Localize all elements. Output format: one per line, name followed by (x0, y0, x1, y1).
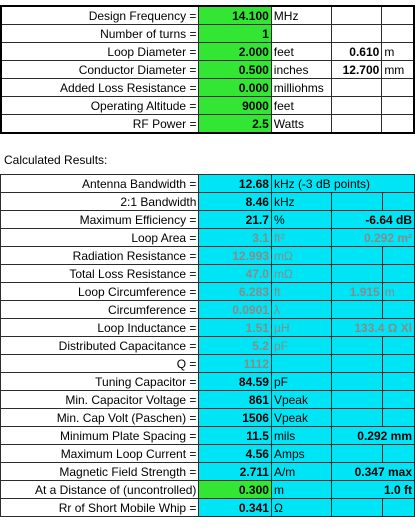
result-alt-value (332, 193, 382, 211)
result-alt-value: 0.347 max (332, 463, 415, 481)
result-unit: Amps (271, 445, 331, 463)
result-row-min-capacitor-voltage (1, 391, 415, 409)
result-alt-value: 133.4 Ω Xl (332, 319, 415, 337)
result-value: 3.1 (199, 229, 272, 247)
result-row-minimum-plate-spacing (1, 427, 415, 445)
input-alt-value: 0.610 (332, 43, 382, 61)
result-alt-value (332, 301, 382, 319)
result-alt-value (332, 499, 382, 517)
input-alt-unit (382, 6, 414, 25)
result-alt-value (332, 373, 382, 391)
input-row-loop-diameter (1, 43, 414, 61)
result-unit: Ω (271, 499, 331, 517)
result-unit: ft (271, 283, 331, 301)
result-label: Rr of Short Mobile Whip = (1, 499, 199, 517)
input-unit: MHz (271, 6, 331, 25)
input-alt-value: 12.700 (332, 61, 382, 79)
result-value: 2.711 (199, 463, 272, 481)
input-unit (271, 25, 331, 43)
result-unit: A/m (271, 463, 331, 481)
result-label: Minimum Plate Spacing = (1, 427, 199, 445)
input-table (0, 5, 415, 134)
result-alt-unit (382, 337, 414, 355)
result-row-circumference-wavelength (1, 301, 415, 319)
input-alt-value (332, 25, 382, 43)
input-row-design-frequency (1, 6, 414, 25)
input-alt-value (332, 79, 382, 97)
input-label: Loop Diameter = (1, 43, 199, 61)
input-label: Conductor Diameter = (1, 61, 199, 79)
design-frequency-input[interactable]: 14.100 (199, 6, 271, 25)
results-table (0, 174, 415, 517)
result-alt-unit (382, 355, 414, 373)
result-alt-unit (382, 409, 414, 427)
input-row-number-of-turns (1, 25, 414, 43)
input-label: Design Frequency = (1, 6, 199, 25)
result-value: 21.7 (199, 211, 272, 229)
result-alt-unit (382, 265, 414, 283)
result-value: 4.56 (199, 445, 272, 463)
input-alt-value (332, 97, 382, 115)
input-alt-unit: m (382, 43, 414, 61)
input-alt-unit (382, 115, 414, 134)
input-row-operating-altitude (1, 97, 414, 115)
input-label: RF Power = (1, 115, 199, 134)
result-value: 1112 (199, 355, 272, 373)
result-row-antenna-bandwidth (1, 175, 415, 193)
input-unit: inches (271, 61, 331, 79)
result-label: At a Distance of (uncontrolled) (1, 481, 199, 499)
input-unit: Watts (271, 115, 331, 134)
result-label: Loop Circumference = (1, 283, 199, 301)
result-row-maximum-efficiency (1, 211, 415, 229)
input-row-rf-power (1, 115, 414, 134)
result-alt-unit (382, 247, 414, 265)
operating-altitude-input[interactable]: 9000 (199, 97, 271, 115)
result-label: Q = (1, 355, 199, 373)
result-label: Circumference = (1, 301, 199, 319)
input-row-conductor-diameter (1, 61, 414, 79)
result-row-2-1-bandwidth (1, 193, 415, 211)
result-alt-value (332, 355, 382, 373)
result-unit: Vpeak (271, 391, 331, 409)
conductor-diameter-input[interactable]: 0.500 (199, 61, 271, 79)
result-unit: ft² (271, 229, 331, 247)
result-value: 6.283 (199, 283, 272, 301)
result-alt-value (332, 247, 382, 265)
result-unit: mils (271, 427, 331, 445)
result-unit: µH (271, 319, 331, 337)
distance-input[interactable]: 0.300 (199, 481, 272, 499)
result-label: Radiation Resistance = (1, 247, 199, 265)
result-value: 0.0901 (199, 301, 272, 319)
result-row-loop-circumference (1, 283, 415, 301)
result-unit: Vpeak (271, 409, 331, 427)
result-row-q (1, 355, 415, 373)
result-label: Magnetic Field Strength = (1, 463, 199, 481)
result-row-radiation-resistance (1, 247, 415, 265)
result-value: 1.51 (199, 319, 272, 337)
result-row-rr-short-mobile-whip (1, 499, 415, 517)
result-alt-value (332, 445, 382, 463)
result-alt-value: -6.64 dB (332, 211, 415, 229)
result-label: Distributed Capacitance = (1, 337, 199, 355)
result-alt-value (332, 391, 382, 409)
input-unit: feet (271, 97, 331, 115)
input-alt-unit (382, 97, 414, 115)
result-value: 84.59 (199, 373, 272, 391)
result-label: Total Loss Resistance = (1, 265, 199, 283)
result-value: 12.993 (199, 247, 272, 265)
result-unit: pF (271, 373, 331, 391)
result-value: 8.46 (199, 193, 272, 211)
input-label: Added Loss Resistance = (1, 79, 199, 97)
loop-diameter-input[interactable]: 2.000 (199, 43, 271, 61)
result-row-at-a-distance (1, 481, 415, 499)
result-label: Antenna Bandwidth = (1, 175, 199, 193)
result-label: 2:1 Bandwidth (1, 193, 199, 211)
results-heading: Calculated Results: (4, 153, 108, 167)
result-alt-value: 1.915 (332, 283, 382, 301)
result-label: Maximum Loop Current = (1, 445, 199, 463)
result-unit: kHz (-3 dB points) (271, 175, 414, 193)
result-unit: mΩ (271, 247, 331, 265)
result-unit (271, 355, 331, 373)
result-value: 1506 (199, 409, 272, 427)
result-unit: λ (271, 301, 331, 319)
result-value: 47.0 (199, 265, 272, 283)
result-row-min-cap-volt-paschen (1, 409, 415, 427)
result-alt-unit (382, 193, 414, 211)
result-row-loop-area (1, 229, 415, 247)
input-alt-unit: mm (382, 61, 414, 79)
result-label: Min. Capacitor Voltage = (1, 391, 199, 409)
result-alt-unit (382, 373, 414, 391)
added-loss-resistance-input[interactable]: 0.000 (199, 79, 271, 97)
result-alt-unit (382, 301, 414, 319)
input-alt-unit (382, 79, 414, 97)
input-label: Operating Altitude = (1, 97, 199, 115)
result-alt-unit (382, 499, 414, 517)
result-alt-value: 1.0 ft (332, 481, 415, 499)
result-unit: % (271, 211, 331, 229)
result-row-distributed-capacitance (1, 337, 415, 355)
result-alt-value: 0.292 mm (332, 427, 415, 445)
input-row-added-loss-resistance (1, 79, 414, 97)
result-label: Min. Cap Volt (Paschen) = (1, 409, 199, 427)
number-of-turns-input[interactable]: 1 (199, 25, 271, 43)
result-value: 12.68 (199, 175, 272, 193)
result-row-loop-inductance (1, 319, 415, 337)
input-unit: milliohms (271, 79, 331, 97)
result-unit: pF (271, 337, 331, 355)
result-alt-value: 0.292 m² (332, 229, 415, 247)
input-label: Number of turns = (1, 25, 199, 43)
result-label: Maximum Efficiency = (1, 211, 199, 229)
result-unit: kHz (271, 193, 331, 211)
result-row-tuning-capacitor (1, 373, 415, 391)
result-unit: mΩ (271, 265, 331, 283)
result-label: Loop Area = (1, 229, 199, 247)
result-row-magnetic-field-strength (1, 463, 415, 481)
input-unit: feet (271, 43, 331, 61)
result-alt-unit (382, 445, 414, 463)
result-row-maximum-loop-current (1, 445, 415, 463)
result-value: 11.5 (199, 427, 272, 445)
result-unit: m (271, 481, 331, 499)
rf-power-input[interactable]: 2.5 (199, 115, 271, 134)
input-alt-value (332, 115, 382, 134)
result-value: 0.341 (199, 499, 272, 517)
result-alt-unit (382, 391, 414, 409)
result-label: Loop Inductance = (1, 319, 199, 337)
result-value: 861 (199, 391, 272, 409)
result-alt-unit: m (382, 283, 414, 301)
result-row-total-loss-resistance (1, 265, 415, 283)
input-alt-value (332, 6, 382, 25)
result-value: 5.2 (199, 337, 272, 355)
result-label: Tuning Capacitor = (1, 373, 199, 391)
input-alt-unit (382, 25, 414, 43)
result-alt-value (332, 265, 382, 283)
result-alt-value (332, 409, 382, 427)
result-alt-value (332, 337, 382, 355)
